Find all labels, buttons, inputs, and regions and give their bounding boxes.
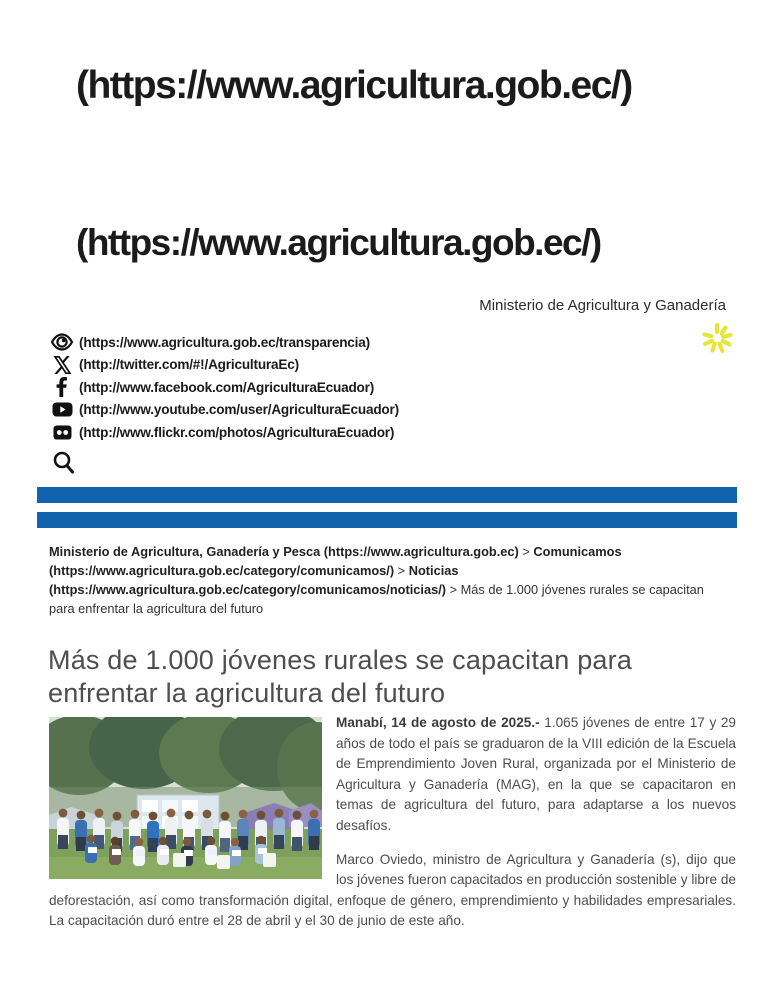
link-transparencia-label: (https://www.agricultura.gob.ec/transparencia) <box>79 334 370 350</box>
article-dateline: Manabí, 14 de agosto de 2025.- <box>336 715 540 730</box>
social-links-list <box>49 331 399 444</box>
breadcrumb-current-page: > Más de 1.000 jóvenes rurales se capacitan para enfrentar la agricultura del futuro <box>49 582 704 616</box>
breadcrumb <box>49 542 705 618</box>
youtube-icon <box>49 402 75 417</box>
site-logo-link-top[interactable]: (https://www.agricultura.gob.ec/) <box>76 64 632 107</box>
search-icon[interactable] <box>51 450 77 478</box>
nav-bar-secondary <box>37 512 737 528</box>
link-facebook[interactable] <box>49 376 399 398</box>
breadcrumb-home-link[interactable]: Ministerio de Agricultura, Ganadería y Pesca (https://www.agricultura.gob.ec) <box>49 544 519 559</box>
link-facebook-label: (http://www.facebook.com/AgriculturaEcuador) <box>79 379 375 395</box>
link-twitter-label: (http://twitter.com/#!/AgriculturaEc) <box>79 357 299 372</box>
breadcrumb-separator: > <box>394 563 409 578</box>
link-youtube[interactable] <box>49 399 399 421</box>
breadcrumb-comunicamos-link[interactable]: Comunicamos (https://www.agricultura.gob.ec/category/comunicamos/) <box>49 544 622 578</box>
article-paragraph-1-text: 1.065 jóvenes de entre 17 y 29 años de todo el país se graduaron de la VIII edición de la Escuela de Emprendimiento Joven Rural, organizada por el Ministerio de Agricultura y Ganadería (MAG), en la que se capacitaron en temas de agricultura del futuro, para adaptarse a los nuevos desafíos. <box>336 715 736 833</box>
transparency-eye-icon <box>49 332 75 352</box>
site-logo-link-second[interactable]: (https://www.agricultura.gob.ec/) <box>76 222 601 263</box>
link-flickr[interactable] <box>49 421 399 443</box>
link-twitter[interactable] <box>49 354 399 376</box>
link-flickr-label: (http://www.flickr.com/photos/AgriculturaEcuador) <box>79 424 395 440</box>
nav-bar-primary <box>37 487 737 503</box>
breadcrumb-separator: > <box>518 544 534 559</box>
article-photo <box>49 717 322 879</box>
link-youtube-label: (http://www.youtube.com/user/AgriculturaEcuador) <box>79 402 399 417</box>
twitter-x-icon <box>49 356 75 374</box>
article-title: Más de 1.000 jóvenes rurales se capacitan para enfrentar la agricultura del futuro <box>48 645 633 709</box>
flickr-icon <box>49 425 75 440</box>
ministry-name: Ministerio de Agricultura y Ganadería <box>479 297 726 314</box>
article-body <box>49 713 736 945</box>
article-paragraph-2: Marco Oviedo, ministro de Agricultura y Ganadería (s), dijo que los jóvenes fueron capacitados en producción sostenible y libre de deforestación, así como transformación digital, enfoque de género, emprendimiento y habilidades empresariales. La capacitación duró entre el 28 de abril y el 30 de junio de este año. <box>49 851 736 929</box>
loading-spinner-icon <box>701 322 733 354</box>
breadcrumb-noticias-link[interactable]: Noticias (https://www.agricultura.gob.ec/category/comunicamos/noticias/) <box>49 563 459 597</box>
link-transparencia[interactable] <box>49 331 399 353</box>
facebook-icon <box>49 377 75 397</box>
